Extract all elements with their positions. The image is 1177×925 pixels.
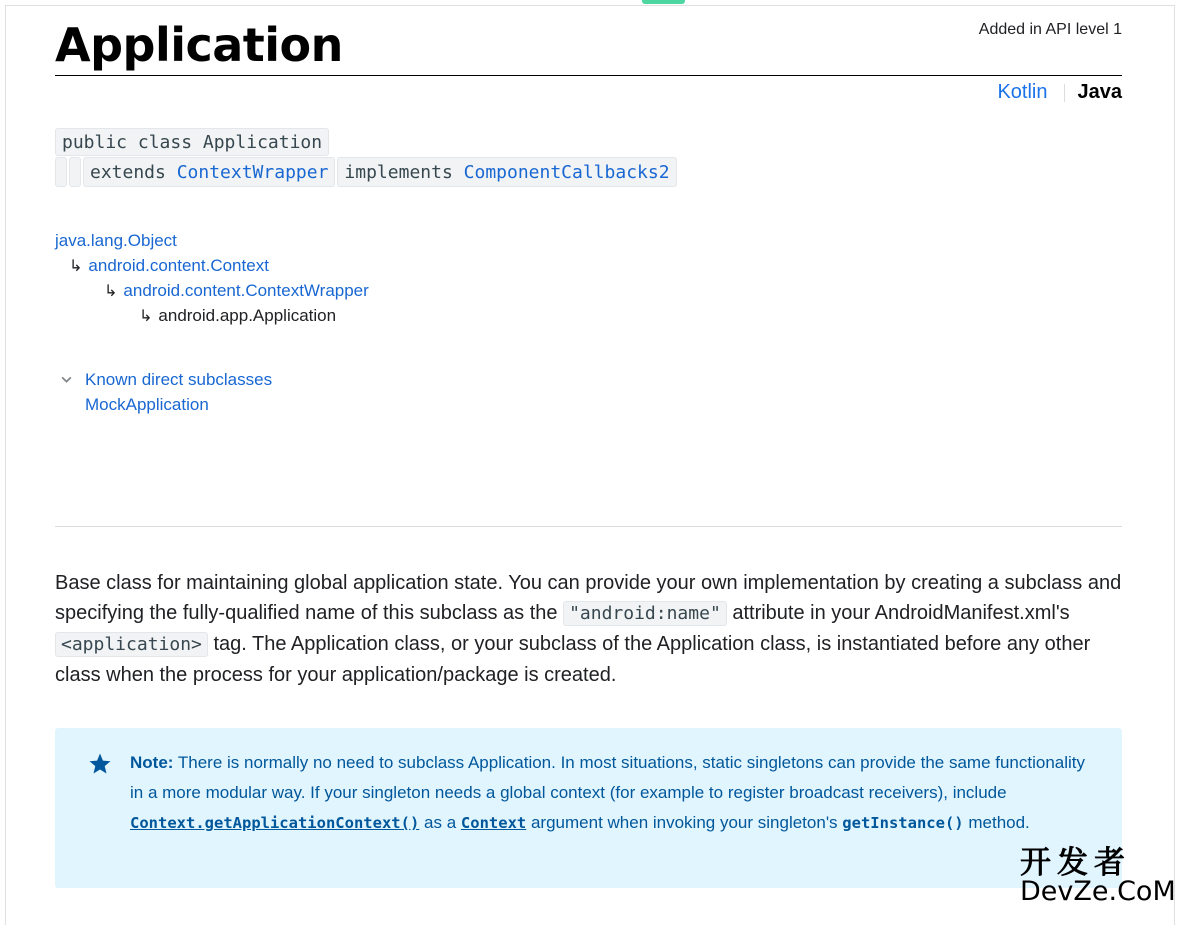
- note-body-text: argument when invoking your singleton's: [530, 813, 838, 832]
- watermark: [1020, 845, 1176, 908]
- watermark-line1: 开发者: [1020, 845, 1131, 881]
- hierarchy-link-contextwrapper[interactable]: android.content.ContextWrapper: [123, 281, 369, 300]
- star-icon: [88, 752, 112, 776]
- implements-keyword: implements: [344, 162, 453, 183]
- class-signature: public class Application: [55, 128, 329, 156]
- class-description: [55, 568, 1130, 690]
- hierarchy-item: [55, 228, 369, 253]
- tab-kotlin[interactable]: Kotlin: [997, 81, 1048, 103]
- context-link[interactable]: Context: [460, 814, 527, 832]
- description-text: attribute in your AndroidManifest.xml's: [732, 602, 1070, 624]
- top-accent-bar: [642, 0, 685, 4]
- page-title: Application: [55, 18, 343, 72]
- note-body-text: There is normally no need to subclass Application. In most situations, static singletons can provide the same functionality in a more modular way. If your singleton needs a global context (for example to register broadcast receivers), include: [130, 753, 1086, 802]
- note-text: [130, 748, 1090, 838]
- tab-java[interactable]: Java: [1077, 81, 1122, 103]
- class-hierarchy: [55, 228, 369, 328]
- getinstance-code: getInstance(): [842, 814, 964, 832]
- hierarchy-link-object[interactable]: java.lang.Object: [55, 231, 177, 250]
- hierarchy-item: [55, 278, 369, 303]
- note-label: Note:: [130, 753, 174, 772]
- note-callout: [55, 728, 1122, 888]
- implements-interface-link[interactable]: ComponentCallbacks2: [463, 162, 670, 183]
- subclass-link-mockapplication[interactable]: MockApplication: [85, 395, 209, 414]
- context-getapplicationcontext-link[interactable]: Context.getApplicationContext(): [130, 814, 420, 832]
- tab-separator: [1064, 84, 1065, 102]
- extends-clause: [83, 157, 335, 187]
- title-rule: [55, 75, 1122, 76]
- hierarchy-current-class: android.app.Application: [158, 306, 337, 325]
- implements-clause: [337, 157, 676, 187]
- hierarchy-item: [55, 253, 369, 278]
- extends-class-link[interactable]: ContextWrapper: [176, 162, 329, 183]
- description-text: tag. The Application class, or your subclass of the Application class, is instantiated before any other class when the process for your application/package is created.: [55, 633, 1091, 686]
- note-body-text: as a: [424, 813, 457, 832]
- section-divider: [55, 526, 1122, 527]
- known-subclasses: [60, 367, 272, 417]
- extends-keyword: extends: [90, 162, 166, 183]
- api-level-label: Added in API level 1: [978, 21, 1122, 38]
- hierarchy-item: [55, 303, 369, 328]
- chevron-down-icon: [60, 373, 73, 386]
- inline-code: "android:name": [563, 601, 727, 626]
- indent-box: [55, 157, 67, 187]
- indent-box: [69, 157, 81, 187]
- language-switcher: [997, 81, 1122, 104]
- note-body-text: method.: [968, 813, 1030, 832]
- hierarchy-arrow-icon: ↳: [139, 306, 153, 325]
- hierarchy-arrow-icon: ↳: [69, 256, 83, 275]
- subclasses-heading[interactable]: Known direct subclasses: [85, 370, 273, 389]
- class-inheritance-line: [55, 157, 677, 187]
- subclasses-toggle[interactable]: [60, 367, 272, 392]
- description-text: Base class for maintaining global application state. You can provide your own implementation by creating a subclass and specifying the fully-qualified name of this subclass as the: [55, 572, 1122, 624]
- hierarchy-link-context[interactable]: android.content.Context: [88, 256, 269, 275]
- watermark-line2: DevZe.CoM: [1020, 876, 1176, 907]
- hierarchy-arrow-icon: ↳: [104, 281, 118, 300]
- inline-code: <application>: [55, 632, 208, 657]
